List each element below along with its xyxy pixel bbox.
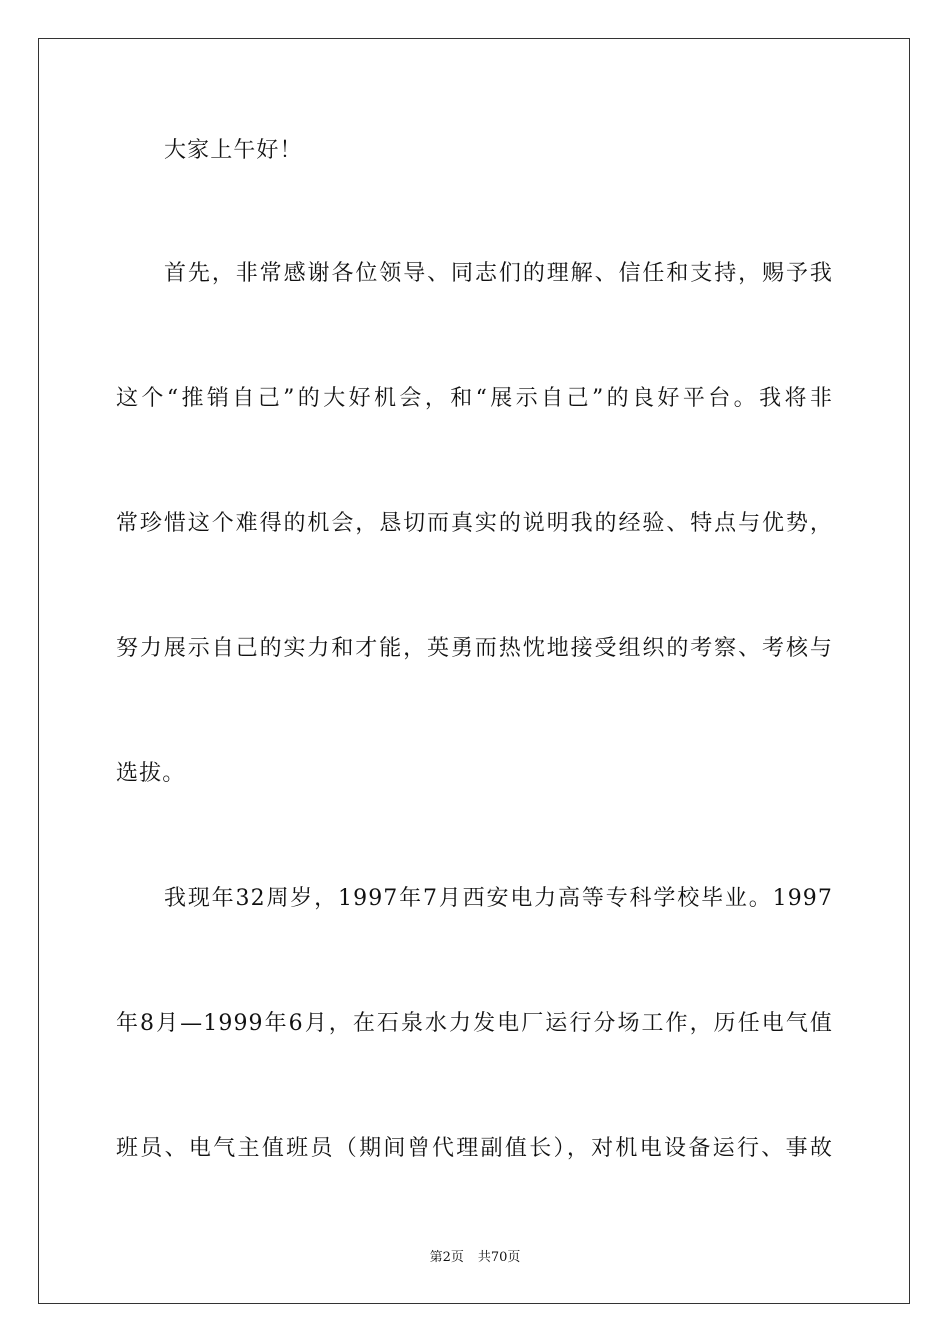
page-number-current: 第2页	[429, 1250, 464, 1265]
body-line-2: 这个“推销自己”的大好机会，和“展示自己”的良好平台。我将非	[116, 386, 833, 411]
body-line-7: 年8月—1999年6月，在石泉水力发电厂运行分场工作，历任电气值	[116, 1011, 833, 1036]
body-line-4: 努力展示自己的实力和才能，英勇而热忱地接受组织的考察、考核与	[116, 636, 833, 661]
page-footer	[0, 1246, 950, 1265]
body-line-6: 我现年32周岁，1997年7月西安电力高等专科学校毕业。1997	[164, 886, 833, 911]
page-number-total: 共70页	[477, 1250, 521, 1265]
body-line-1: 首先，非常感谢各位领导、同志们的理解、信任和支持，赐予我	[164, 261, 833, 286]
body-line-3: 常珍惜这个难得的机会，恳切而真实的说明我的经验、特点与优势，	[116, 511, 833, 536]
body-line-8: 班员、电气主值班员（期间曾代理副值长），对机电设备运行、事故	[116, 1136, 833, 1161]
greeting-line: 大家上午好！	[164, 138, 303, 163]
body-line-5: 选拔。	[116, 761, 186, 786]
page-frame	[38, 38, 910, 1304]
